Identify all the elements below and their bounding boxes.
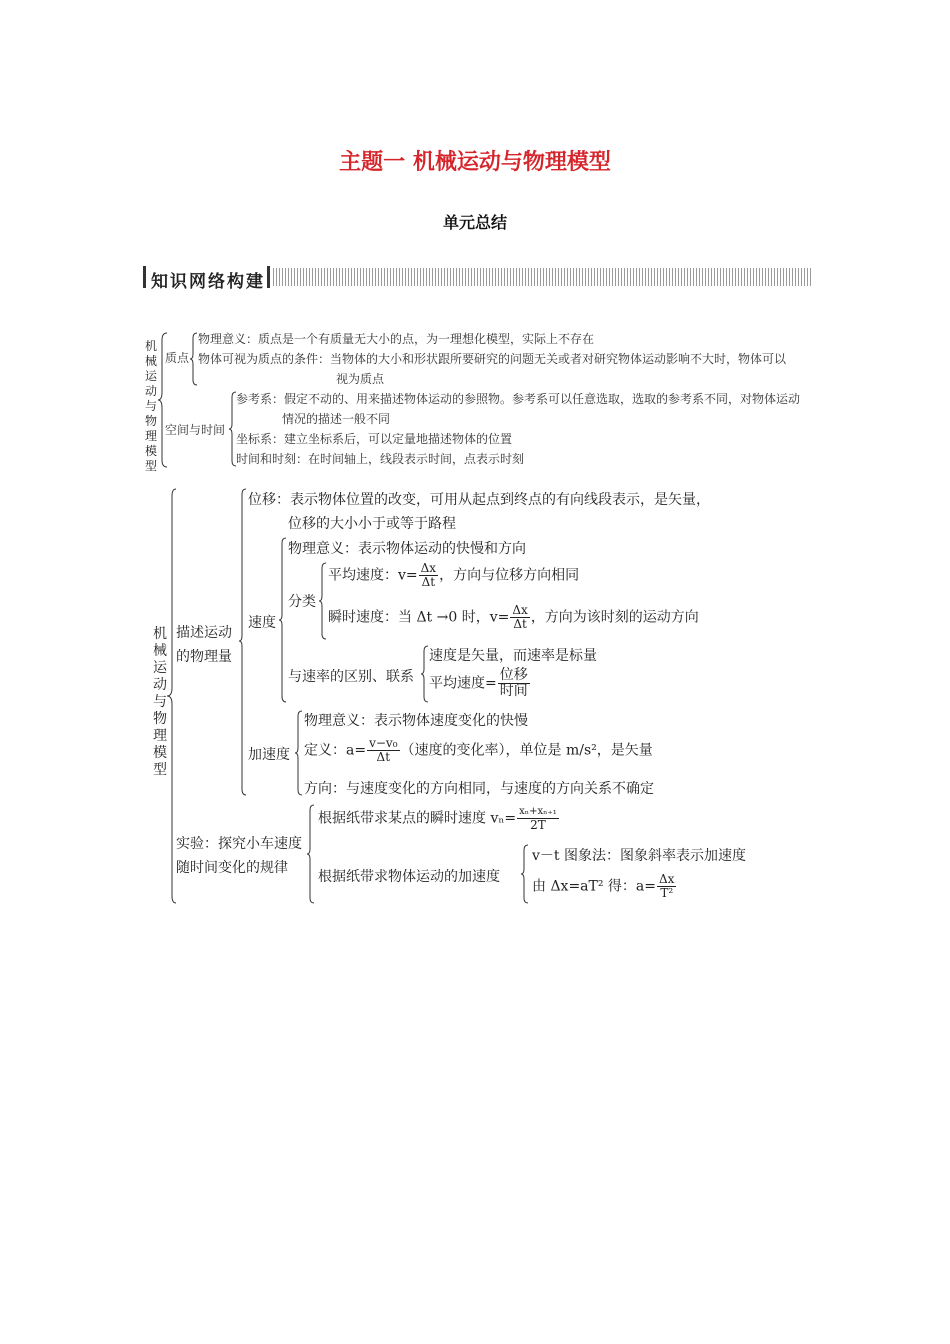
average-velocity-suffix: ，方向与位移方向相同	[439, 567, 580, 584]
map1-particle-condition: 物体可视为质点的条件：当物体的大小和形状跟所要研究的问题无关或者对研究物体运动影响不大时，物体可以	[198, 352, 787, 366]
describe-motion-label-cont: 的物理量	[176, 649, 232, 665]
velocity-classify-brace	[318, 562, 328, 640]
average-velocity	[328, 562, 579, 589]
acceleration-direction: 方向：与速度变化的方向相同，与速度的方向关系不确定	[304, 781, 654, 797]
map1-reference-frame-cont: 情况的描述一般不同	[282, 412, 391, 426]
average-velocity-word-prefix: 平均速度=	[429, 675, 497, 692]
experiment-delta-x-prefix: 由 Δx=aT² 得：a=	[532, 878, 657, 895]
experiment-delta-x-fraction: $\frac{\Delta x}{\text{T²}}$	[659, 872, 675, 900]
acceleration-definition-prefix: 定义：a=	[304, 742, 367, 759]
describe-motion-label: 描述运动	[176, 625, 232, 641]
map1-time-moment: 时间和时刻：在时间轴上，线段表示时间，点表示时刻	[236, 452, 525, 466]
velocity-meaning: 物理意义：表示物体运动的快慢和方向	[288, 541, 526, 557]
experiment-label-cont: 随时间变化的规律	[176, 860, 288, 876]
experiment-acceleration-brace	[520, 844, 530, 904]
map1-particle-label: 质点	[165, 351, 190, 365]
map1-spacetime-label: 空间与时间	[165, 423, 226, 437]
instantaneous-velocity-suffix: ，方向为该时刻的运动方向	[530, 609, 699, 626]
acceleration-meaning: 物理意义：表示物体速度变化的快慢	[304, 713, 528, 729]
experiment-label: 实验：探究小车速度	[176, 836, 302, 852]
map1-root-label: 机械运动与物理模型	[144, 339, 157, 473]
average-velocity-word-fraction: $\frac{\text{位移}}{\text{时间}}$	[499, 667, 528, 699]
average-velocity-fraction: $\frac{\Delta x}{\Delta t}$	[420, 561, 437, 589]
velocity-classify-label: 分类	[288, 594, 316, 610]
experiment-delta-x-method	[532, 873, 677, 900]
map1-particle-meaning: 物理意义：质点是一个有质量无大小的点，为一理想化模型，实际上不存在	[198, 332, 595, 346]
velocity-vs-speed-label: 与速率的区别、联系	[288, 669, 414, 685]
instantaneous-velocity-prefix: 瞬时速度：当 Δt →0 时，v=	[328, 609, 510, 626]
velocity-vs-speed-1: 速度是矢量，而速率是标量	[429, 648, 597, 664]
acceleration-definition-suffix: （速度的变化率），单位是 m/s²，是矢量	[400, 742, 653, 759]
instantaneous-velocity	[328, 604, 699, 631]
section-header-title: 知识网络构建	[151, 272, 265, 292]
displacement-definition-cont: 位移的大小小于或等于路程	[288, 516, 456, 532]
experiment-instantaneous-prefix: 根据纸带求某点的瞬时速度 vₙ=	[318, 810, 517, 827]
average-velocity-prefix: 平均速度：v=	[328, 567, 418, 584]
section-header-bar	[143, 266, 813, 292]
acceleration-label: 加速度	[248, 747, 290, 763]
acceleration-definition-fraction: $\frac{\text{v−v₀}}{\Delta t}$	[369, 736, 398, 764]
instantaneous-velocity-fraction: $\frac{\Delta x}{\Delta t}$	[512, 603, 528, 631]
acceleration-brace	[294, 710, 304, 796]
displacement-definition: 位移：表示物体位置的改变，可用从起点到终点的有向线段表示，是矢量，	[248, 492, 710, 508]
map1-particle-condition-cont: 视为质点	[336, 372, 385, 386]
map1-coordinate-system: 坐标系：建立坐标系后，可以定量地描述物体的位置	[236, 432, 513, 446]
describe-motion-brace	[238, 488, 248, 796]
page-title: 主题一 机械运动与物理模型	[339, 149, 611, 175]
velocity-label: 速度	[248, 615, 276, 631]
map2-root-label: 机械运动与物理模型	[153, 626, 167, 778]
experiment-instantaneous-velocity	[318, 806, 560, 831]
acceleration-definition	[304, 737, 653, 764]
velocity-brace	[278, 537, 288, 703]
experiment-instantaneous-fraction: $\frac{\text{xₙ+xₙ₊₁}}{2T}$	[519, 806, 557, 832]
velocity-vs-speed-2	[429, 668, 531, 699]
section-header-hatch	[273, 268, 813, 286]
page-subtitle: 单元总结	[442, 213, 507, 232]
experiment-acceleration-label: 根据纸带求物体运动的加速度	[318, 869, 500, 885]
experiment-brace	[306, 804, 316, 904]
experiment-vt-graph-method: v－t 图象法：图象斜率表示加速度	[532, 848, 746, 864]
map1-reference-frame: 参考系：假定不动的、用来描述物体运动的参照物。参考系可以任意选取，选取的参考系不同，对物体运动	[236, 392, 801, 406]
